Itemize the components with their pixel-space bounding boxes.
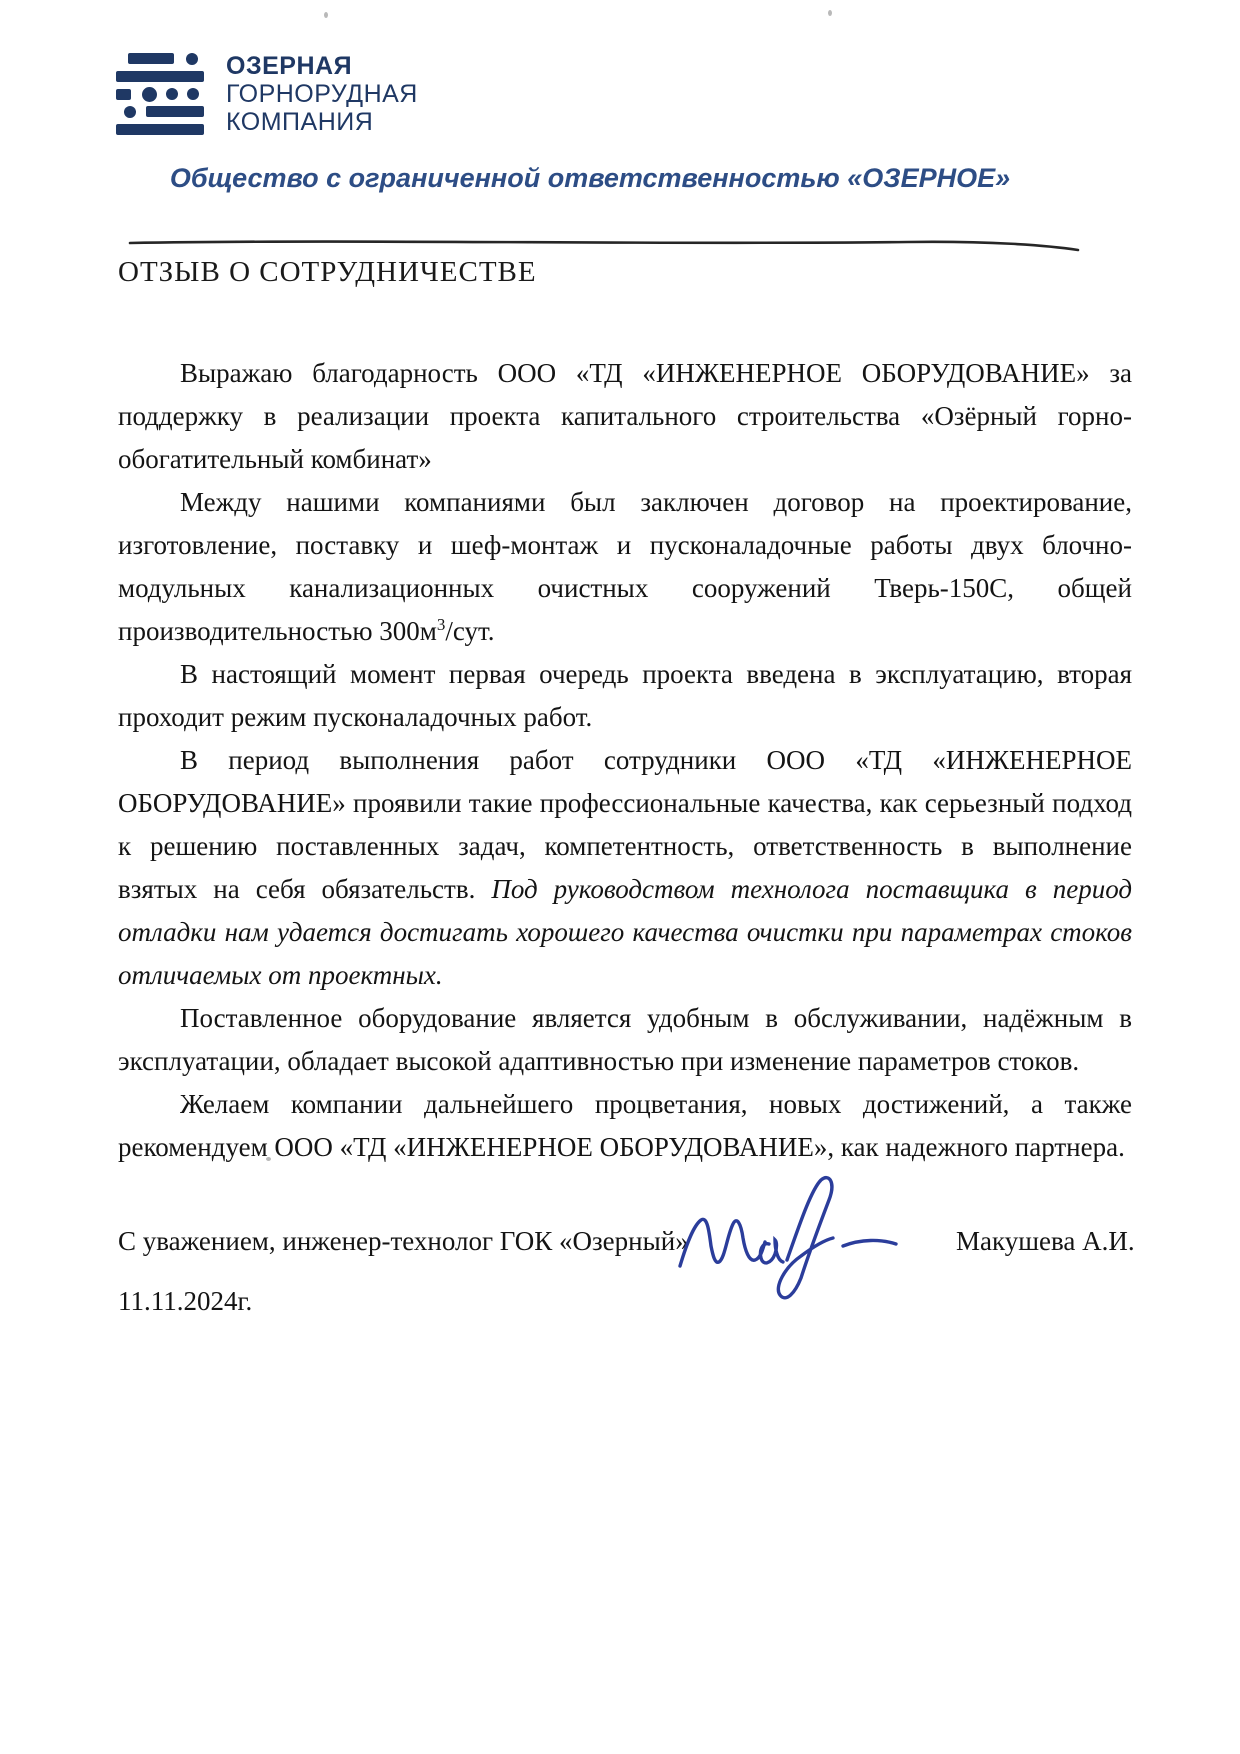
paragraph-5: Поставленное оборудование является удобным в обслуживании, надёжным в эксплуатации, обладает высокой адаптивностью при изменение параметров стоков. [118,1003,1132,1076]
paragraph-6: Желаем компании дальнейшего процветания, новых достижений, а также рекомендуем ООО «ТД «ИНЖЕНЕРНОЕ ОБОРУДОВАНИЕ», как надежного партнера. [118,1089,1132,1162]
company-name [226,52,418,136]
logo-mark-icon [116,53,204,135]
letter-date: 11.11.2024г. [118,1286,253,1316]
paragraph-2-text: Между нашими компаниями был заключен договор на проектирование, изготовление, поставку и шеф-монтаж и пусконаладочные работы двух блочно-модульных канализационных очистных сооружений Тверь-150С, общей производительностью 300м [118,487,1132,646]
company-name-line2: ГОРНОРУДНАЯ [226,80,418,108]
paragraph-1: Выражаю благодарность ООО «ТД «ИНЖЕНЕРНОЕ ОБОРУДОВАНИЕ» за поддержку в реализации проекта капитального строительства «Озёрный горно-обогатительный комбинат» [118,358,1132,474]
letterhead-divider-line [128,236,1088,254]
scan-speck [828,10,832,16]
paragraph-3: В настоящий момент первая очередь проекта введена в эксплуатацию, вторая проходит режим пусконаладочных работ. [118,659,1132,732]
signer-name: Макушева А.И. [956,1226,1135,1256]
scan-speck [324,12,328,18]
paragraph-2-unit: /сут. [445,616,495,646]
logo-mark-row [116,124,204,135]
logo-mark-row [116,89,204,100]
logo-mark-row [116,71,204,82]
superscript-cubic: 3 [436,615,446,634]
company-name-line3: КОМПАНИЯ [226,108,374,136]
letter-body [118,352,1132,1169]
company-name-line1: ОЗЕРНАЯ [226,52,353,80]
document-heading: ОТЗЫВ О СОТРУДНИЧЕСТВЕ [118,256,537,288]
company-logo [116,52,418,136]
closing-salutation: С уважением, инженер-технолог ГОК «Озерный» [118,1226,689,1256]
letterhead-title: Общество с ограниченной ответственностью «ОЗЕРНОЕ» [169,163,1011,193]
handwritten-signature [668,1168,918,1303]
paragraph-2 [118,481,1132,653]
paragraph-4 [118,739,1132,997]
paragraph-4-italic: Под руководством технолога поставщика в период отладки нам удается достигать хорошего качества очистки при параметрах стоков отличаемых от проектных. [118,874,1133,990]
logo-mark-row [116,106,204,117]
paragraph-4-normal: В период выполнения работ сотрудники ООО «ТД «ИНЖЕНЕРНОЕ ОБОРУДОВАНИЕ» проявили такие профессиональные качества, как серьезный подход к решению поставленных задач, компетентность, ответственность в выполнение взятых на себя обязательств. [118,745,1132,904]
logo-mark-row [116,53,204,64]
